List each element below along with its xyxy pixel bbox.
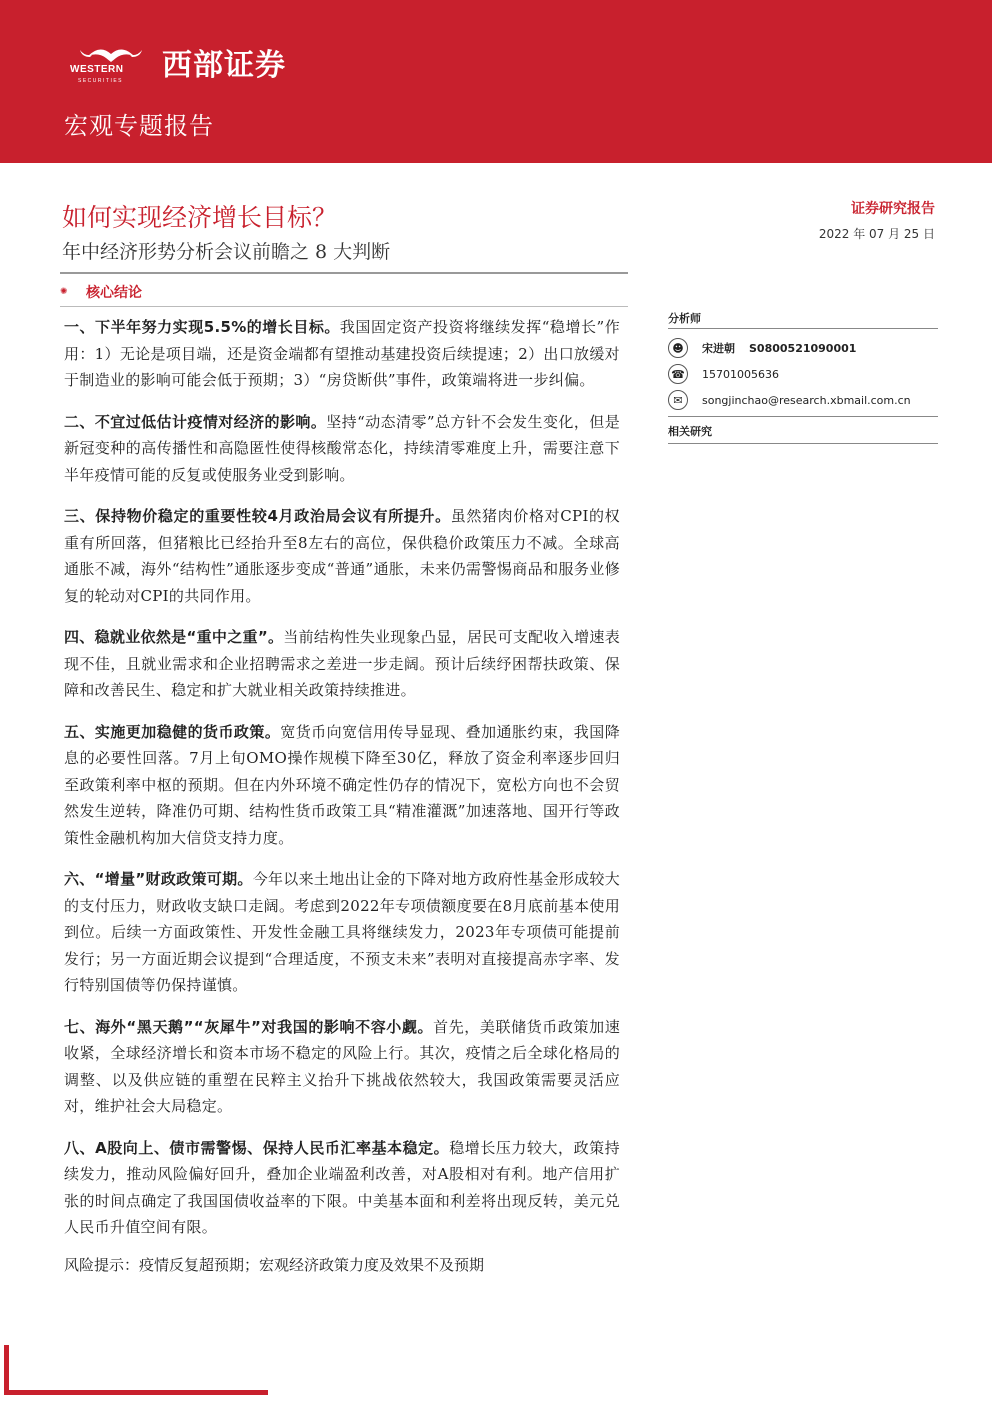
logo-cn-text: 西部证券 (162, 48, 286, 83)
paragraph-text: 稳增长压力较大，政策持续发力，推动风险偏好回升，叠加企业端盈利改善，对A股相对有利。地产信用扩张的时间点确定了我国国债收益率的下限。中美基本面和利差将出现反转，美元兑人民币升值空间有限。 (64, 1138, 620, 1236)
related-heading: 相关研究 (668, 421, 938, 444)
paragraph-lead: 一、下半年努力实现5.5%的增长目标。 (64, 318, 340, 336)
phone-row (668, 361, 938, 387)
header-banner (0, 0, 992, 163)
report-category: 宏观专题报告 (64, 112, 214, 140)
risk-note: 风险提示：疫情反复超预期；宏观经济政策力度及效果不及预期 (64, 1255, 485, 1274)
paragraph-lead: 二、不宜过低估计疫情对经济的影响。 (64, 412, 327, 431)
paragraph-text: 宽货币向宽信用传导显现、叠加通胀约束，我国降息的必要性回落。7月上旬OMO操作规模下降至30亿，释放了资金利率逐步回归至政策利率中枢的预期。但在内外环境不确定性仍存的情况下，宽松方向也不会贸然发生逆转，降准仍可期、结构性货币政策工具“精准灌溉”加速落地、国开行等政策性金融机构加大信贷支持力度。 (64, 722, 620, 847)
report-date: 2022 年 07 月 25 日 (818, 227, 935, 241)
section-label: 核心结论 (86, 285, 142, 301)
analyst-phone: 15701005636 (702, 367, 779, 381)
paragraph-text: 当前结构性失业现象凸显，居民可支配收入增速表现不佳，且就业需求和企业招聘需求之差进一步走阔。预计后续纾困帮扶政策、保障和改善民生、稳定和扩大就业相关政策持续推进。 (64, 628, 620, 699)
paragraph-text: 坚持“动态清零”总方针不会发生变化，但是新冠变种的高传播性和高隐匿性使得核酸常态化，持续清零难度上升，需要注意下半年疫情可能的反复或使服务业受到影响。 (64, 412, 620, 484)
analyst-name: 宋进朝 (702, 342, 735, 355)
paragraph-lead: 五、实施更加稳健的货币政策。 (64, 722, 281, 741)
paragraph-text: 虽然猪肉价格对CPI的权重有所回落，但猪粮比已经抬升至8左右的高位，保供稳价政策压力不减。全球高通胀不减，海外“结构性”通胀逐步变成“普通”通胀，未来仍需警惕商品和服务业修复的轮动对CPI的共同作用。 (64, 507, 620, 605)
paragraph-lead: 四、稳就业依然是“重中之重”。 (64, 628, 284, 646)
paragraph-text: 今年以来土地出让金的下降对地方政府性基金形成较大的支付压力，财政收支缺口走阔。考虑到2022年专项债额度要在8月底前基本使用到位。后续一方面政策性、开发性金融工具将继续发力，2023年专项债可能提前发行；另一方面近期会议提到“合理适度，不预支未来”表明对直接提高赤字率、发行特别国债等仍保持谨慎。 (64, 870, 620, 994)
analyst-row (668, 335, 938, 361)
section-header (60, 282, 142, 302)
conclusion-paragraph (64, 503, 620, 609)
company-logo (70, 40, 286, 84)
conclusion-paragraph (64, 624, 620, 704)
report-type: 证券研究报告 (851, 201, 935, 217)
sidebar-divider (668, 416, 938, 417)
section-divider (60, 306, 628, 307)
analyst-sidebar (668, 310, 938, 444)
corner-accent-vertical (4, 1345, 9, 1395)
analyst-cert: S0800521090001 (749, 341, 857, 355)
title-divider (60, 272, 628, 274)
section-bullet-icon: ✺ (60, 287, 68, 297)
conclusion-paragraph (64, 1014, 620, 1120)
phone-icon: ☎ (668, 364, 688, 384)
main-body (64, 314, 620, 1278)
paragraph-lead: 六、“增量”财政政策可期。 (64, 870, 253, 888)
analyst-heading: 分析师 (668, 310, 938, 329)
analyst-email[interactable]: songjinchao@research.xbmail.com.cn (702, 393, 911, 407)
corner-accent-horizontal (4, 1390, 268, 1395)
paragraph-lead: 八、A股向上、债市需警惕、保持人民币汇率基本稳定。 (64, 1138, 450, 1157)
conclusion-paragraph (64, 719, 620, 852)
report-title: 如何实现经济增长目标？ (62, 203, 338, 232)
mail-icon: ✉ (668, 390, 688, 410)
paragraph-text: 首先，美联储货币政策加速收紧，全球经济增长和资本市场不稳定的风险上行。其次，疫情之后全球化格局的调整、以及供应链的重塑在民粹主义抬升下挑战依然较大，我国政策需要灵活应对，维护社会大局稳定。 (64, 1017, 620, 1115)
paragraph-text: 我国固定资产投资将继续发挥“稳增长”作用：1）无论是项目端，还是资金端都有望推动基建投资后续提速；2）出口放缓对于制造业的影响可能会低于预期；3）“房贷断供”事件，政策端将进一步纠偏。 (64, 318, 620, 389)
conclusion-paragraph (64, 866, 620, 999)
conclusion-paragraph (64, 1135, 620, 1241)
paragraph-lead: 七、海外“黑天鹅”“灰犀牛”对我国的影响不容小觑。 (64, 1017, 434, 1036)
logo-en-subtext: SECURITIES (78, 78, 124, 84)
conclusion-paragraph (64, 409, 620, 489)
person-icon: ☻ (668, 338, 688, 358)
conclusion-paragraph (64, 314, 620, 394)
paragraph-lead: 三、保持物价稳定的重要性较4月政治局会议有所提升。 (64, 507, 451, 525)
report-subtitle: 年中经济形势分析会议前瞻之 8 大判断 (62, 241, 391, 263)
logo-en-text: WESTERN (70, 64, 124, 75)
bull-logo-icon (70, 42, 152, 82)
email-row (668, 387, 938, 413)
